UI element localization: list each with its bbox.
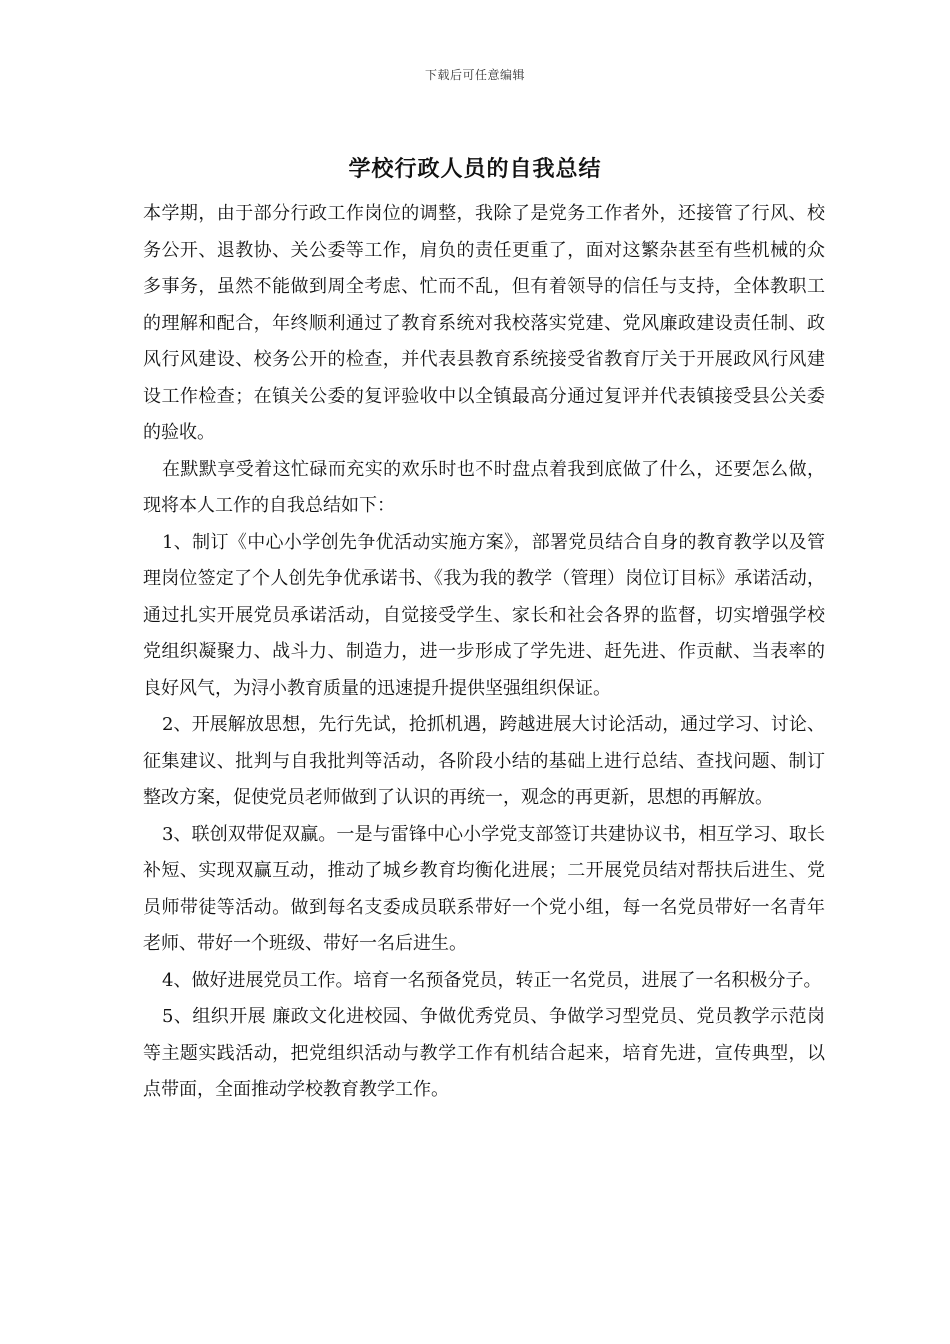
paragraph-item-1: 1、制订《中心小学创先争优活动实施方案》，部署党员结合自身的教育教学以及管理岗位签定了个人创先争优承诺书、《我为我的教学（管理）岗位订目标》承诺活动，通过扎实开展党员承诺活动，自觉接受学生、家长和社会各界的监督，切实增强学校党组织凝聚力、战斗力、制造力，进一步形成了学先进、赶先进、作贡献、当表率的良好风气，为浔小教育质量的迅速提升提供坚强组织保证。 xyxy=(143,531,825,699)
paragraph-intro: 本学期，由于部分行政工作岗位的调整，我除了是党务工作者外，还接管了行风、校务公开、退教协、关公委等工作，肩负的责任更重了，面对这繁杂甚至有些机械的众多事务，虽然不能做到周全考虑、忙而不乱，但有着领导的信任与支持，全体教职工的理解和配合，年终顺利通过了教育系统对我校落实党建、党风廉政建设责任制、政风行风建设、校务公开的检查，并代表县教育系统接受省教育厅关于开展政风行风建设工作检查；在镇关公委的复评验收中以全镇最高分通过复评并代表镇接受县公关委的验收。 xyxy=(143,203,825,443)
document-title: 学校行政人员的自我总结 xyxy=(348,156,602,182)
document-body xyxy=(143,196,825,1109)
paragraph-item-2: 2、开展解放思想，先行先试，抢抓机遇，跨越进展大讨论活动，通过学习、讨论、征集建议、批判与自我批判等活动，各阶段小结的基础上进行总结、查找问题、制订整改方案，促使党员老师做到了认识的再统一，观念的再更新，思想的再解放。 xyxy=(143,714,825,808)
paragraph-transition: 在默默享受着这忙碌而充实的欢乐时也不时盘点着我到底做了什么，还要怎么做，现将本人工作的自我总结如下： xyxy=(143,458,825,516)
paragraph-item-4: 4、做好进展党员工作。培育一名预备党员，转正一名党员，进展了一名积极分子。 xyxy=(162,969,822,991)
header-note: 下载后可任意编辑 xyxy=(424,68,525,82)
paragraph-item-3: 3、联创双带促双赢。一是与雷锋中心小学党支部签订共建协议书，相互学习、取长补短、实现双赢互动，推动了城乡教育均衡化进展；二开展党员结对帮扶后进生、党员师带徒等活动。做到每名支委成员联系带好一个党小组，每一名党员带好一名青年老师、带好一个班级、带好一名后进生。 xyxy=(143,823,825,954)
paragraph-item-5: 5、组织开展 廉政文化进校园、争做优秀党员、争做学习型党员、党员教学示范岗等主题实践活动，把党组织活动与教学工作有机结合起来，培育先进，宣传典型，以点带面，全面推动学校教育教学工作。 xyxy=(143,1006,825,1100)
